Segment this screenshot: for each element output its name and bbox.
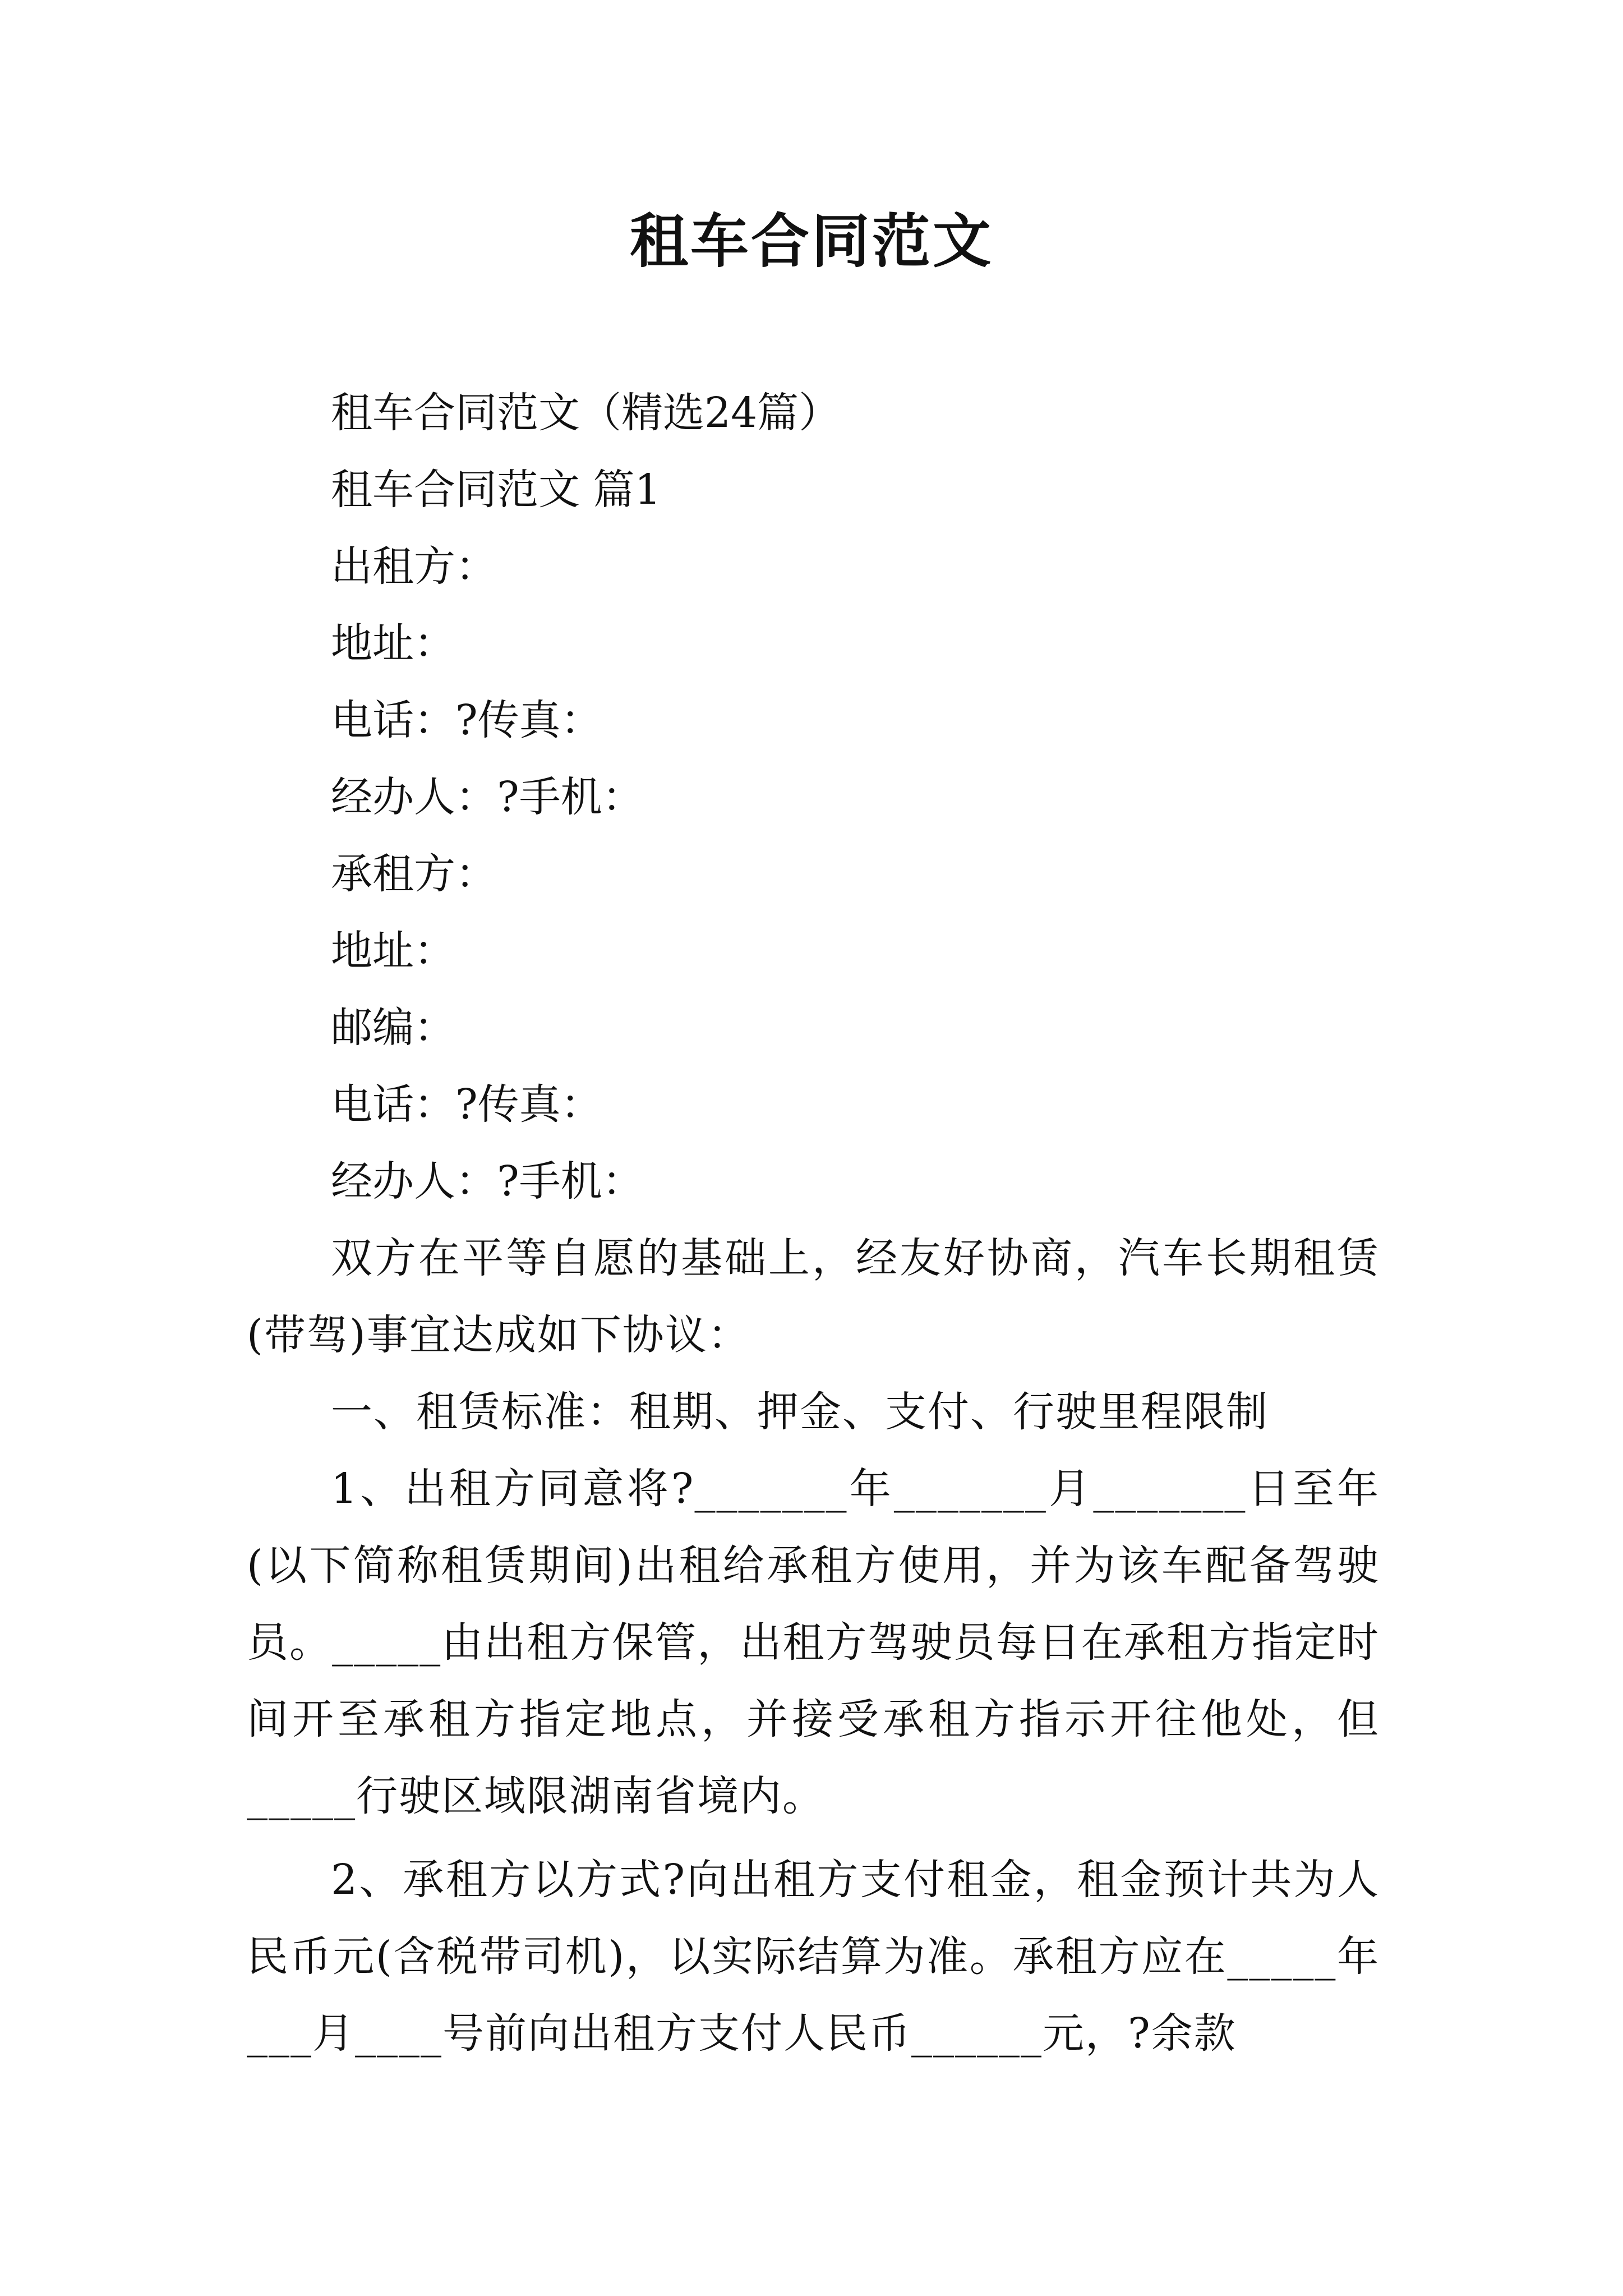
lessor-phone-fax-label: 电话：?传真： — [331, 696, 602, 744]
section-heading: 租车合同范文 篇1 — [331, 466, 661, 514]
lessor-agent-mobile-label: 经办人：?手机： — [331, 773, 644, 821]
clause-2-paragraph: 2、承租方以方式?向出租方支付租金，租金预计共为人民币元(含税带司机)，以实际结算为准。承租方应在_____年___月____号前向出租方支付人民币______元，?余款 — [247, 1856, 1380, 2058]
lessor-label: 出租方： — [331, 542, 497, 591]
lessee-address-label: 地址： — [331, 927, 455, 975]
lessor-address-label: 地址： — [331, 619, 455, 668]
document-title: 租车合同范文 — [629, 206, 993, 275]
lessee-phone-fax-label: 电话：?传真： — [331, 1080, 602, 1129]
lessee-label: 承租方： — [331, 850, 497, 898]
agreement-intro-paragraph: 双方在平等自愿的基础上，经友好协商，汽车长期租赁(带驾)事宜达成如下协议： — [247, 1234, 1380, 1359]
clause-heading-1: 一、租赁标准：租期、押金、支付、行驶里程限制 — [331, 1388, 1269, 1436]
heading-line: 租车合同范文（精选24篇） — [331, 389, 841, 437]
lessee-agent-mobile-label: 经办人：?手机： — [331, 1157, 644, 1205]
document-body — [247, 375, 1380, 2072]
clause-1-paragraph: 1、出租方同意将?_______年_______月_______日至年(以下简称租赁期间)出租给承租方使用，并为该车配备驾驶员。_____由出租方保管，出租方驾驶员每日在承租方指定时间开至承租方指定地点，并接受承租方指示开往他处，但_____行驶区域限湖南省境内。 — [247, 1465, 1380, 1820]
lessee-postcode-label: 邮编： — [331, 1004, 455, 1052]
